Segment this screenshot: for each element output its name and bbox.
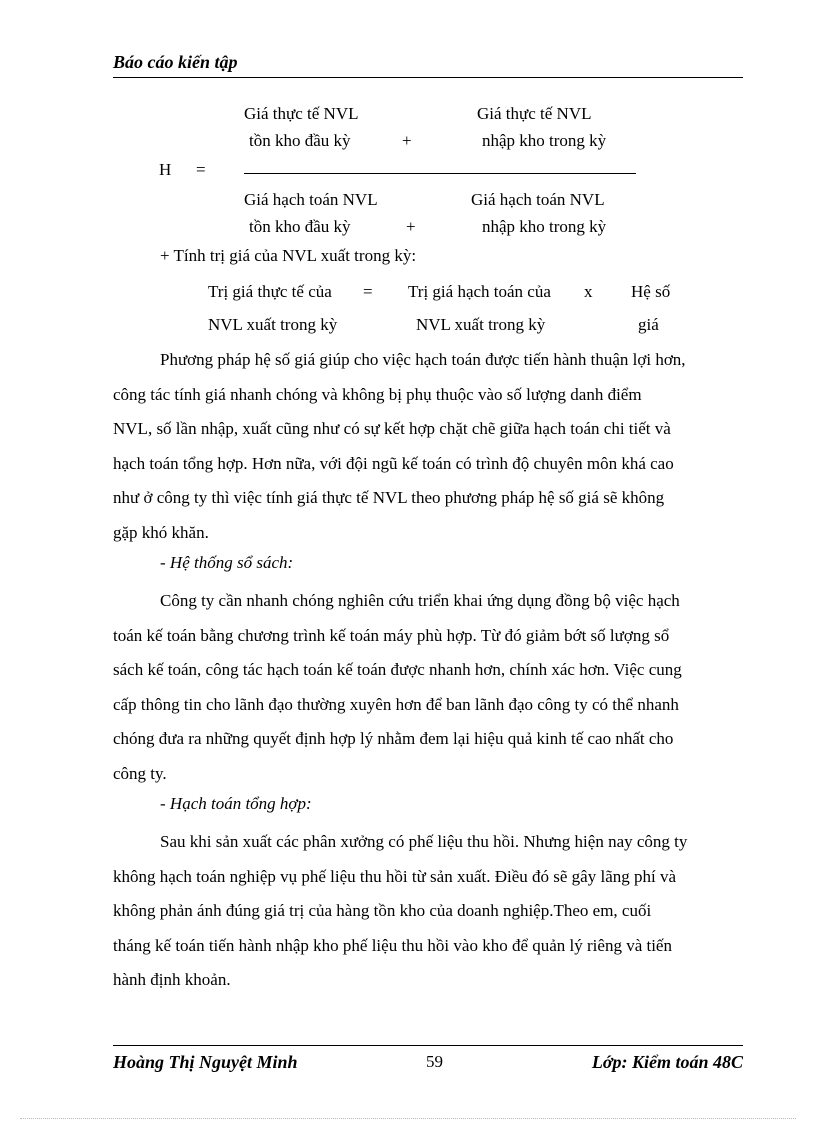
paragraph-line: không hạch toán nghiệp vụ phế liệu thu hồi từ sản xuất. Điều đó sẽ gây lãng phí và (113, 866, 677, 886)
formula2-c-line1: Hệ số (631, 282, 671, 301)
paragraph-line: như ở công ty thì việc tính giá thực tế NVL theo phương pháp hệ số giá sẽ không (113, 488, 665, 507)
step-title: + Tính trị giá của NVL xuất trong kỳ: (160, 246, 417, 265)
footer-author: Hoàng Thị Nguyệt Minh (113, 1052, 298, 1072)
formula-variable-h: H (159, 160, 172, 179)
formula2-b-line1: Trị giá hạch toán của (408, 282, 551, 301)
formula-equals: = (196, 160, 206, 179)
denominator-left-line2: tồn kho đầu kỳ (249, 217, 351, 236)
numerator-right-line1: Giá thực tế NVL (477, 104, 592, 123)
paragraph-line: NVL, số lần nhập, xuất cũng như có sự kết hợp chặt chẽ giữa hạch toán chi tiết và (113, 419, 671, 438)
formula2-c-line2: giá (638, 315, 659, 334)
paragraph-line: Phương pháp hệ số giá giúp cho việc hạch toán được tiến hành thuận lợi hơn, (160, 350, 686, 369)
formula2-a-line1: Trị giá thực tế của (208, 282, 332, 301)
page-edge-divider (20, 1118, 796, 1119)
page-number: 59 (426, 1052, 443, 1071)
section-heading-books: - Hệ thống sổ sách: (160, 553, 294, 572)
paragraph-line: công ty. (113, 763, 167, 783)
paragraph-accounting-books (113, 584, 743, 791)
formula2-a-line2: NVL xuất trong kỳ (208, 315, 338, 334)
header-title: Báo cáo kiến tập (113, 52, 238, 72)
denominator-plus: + (406, 217, 416, 236)
fraction-bar (244, 173, 636, 174)
header-divider (113, 77, 743, 78)
formula2-equals: = (363, 282, 373, 301)
paragraph-line: gặp khó khăn. (113, 522, 209, 542)
numerator-plus: + (402, 131, 412, 150)
paragraph-line: hạch toán tổng hợp. Hơn nữa, với đội ngũ kế toán có trình độ chuyên môn khá cao (113, 453, 674, 473)
denominator-left-line1: Giá hạch toán NVL (244, 190, 378, 209)
paragraph-line: Sau khi sản xuất các phân xưởng có phế liệu thu hồi. Nhưng hiện nay công ty (160, 832, 688, 851)
numerator-left-line2: tồn kho đầu kỳ (249, 131, 351, 150)
paragraph-line: không phản ánh đúng giá trị của hàng tồn kho của doanh nghiệp.Theo em, cuối (113, 901, 652, 920)
paragraph-line: công tác tính giá nhanh chóng và không bị phụ thuộc vào số lượng danh điểm (113, 384, 642, 404)
paragraph-line: chóng đưa ra những quyết định hợp lý nhằm đem lại hiệu quả kinh tế cao nhất cho (113, 729, 674, 748)
paragraph-line: sách kế toán, công tác hạch toán kế toán được nhanh hơn, chính xác hơn. Việc cung (113, 660, 682, 679)
numerator-right-line2: nhập kho trong kỳ (482, 131, 607, 150)
paragraph-line: tháng kế toán tiến hành nhập kho phế liệu thu hồi vào kho để quản lý riêng và tiến (113, 935, 672, 955)
section-heading-general-accounting: - Hạch toán tổng hợp: (160, 794, 312, 813)
paragraph-line: Công ty cần nhanh chóng nghiên cứu triển khai ứng dụng đồng bộ việc hạch (160, 591, 680, 610)
footer-divider (113, 1045, 743, 1046)
denominator-right-line2: nhập kho trong kỳ (482, 217, 607, 236)
numerator-left-line1: Giá thực tế NVL (244, 104, 359, 123)
paragraph-line: toán kế toán bằng chương trình kế toán máy phù hợp. Từ đó giảm bớt số lượng sổ (113, 625, 670, 645)
formula2-b-line2: NVL xuất trong kỳ (416, 315, 546, 334)
paragraph-line: cấp thông tin cho lãnh đạo thường xuyên hơn để ban lãnh đạo công ty có thể nhanh (113, 694, 679, 714)
paragraph-scrap-recovery (113, 825, 743, 998)
footer-class: Lớp: Kiểm toán 48C (591, 1052, 743, 1072)
denominator-right-line1: Giá hạch toán NVL (471, 190, 605, 209)
paragraph-coefficient-method (113, 343, 743, 550)
formula2-times: x (584, 282, 593, 301)
paragraph-line: hành định khoản. (113, 970, 231, 989)
